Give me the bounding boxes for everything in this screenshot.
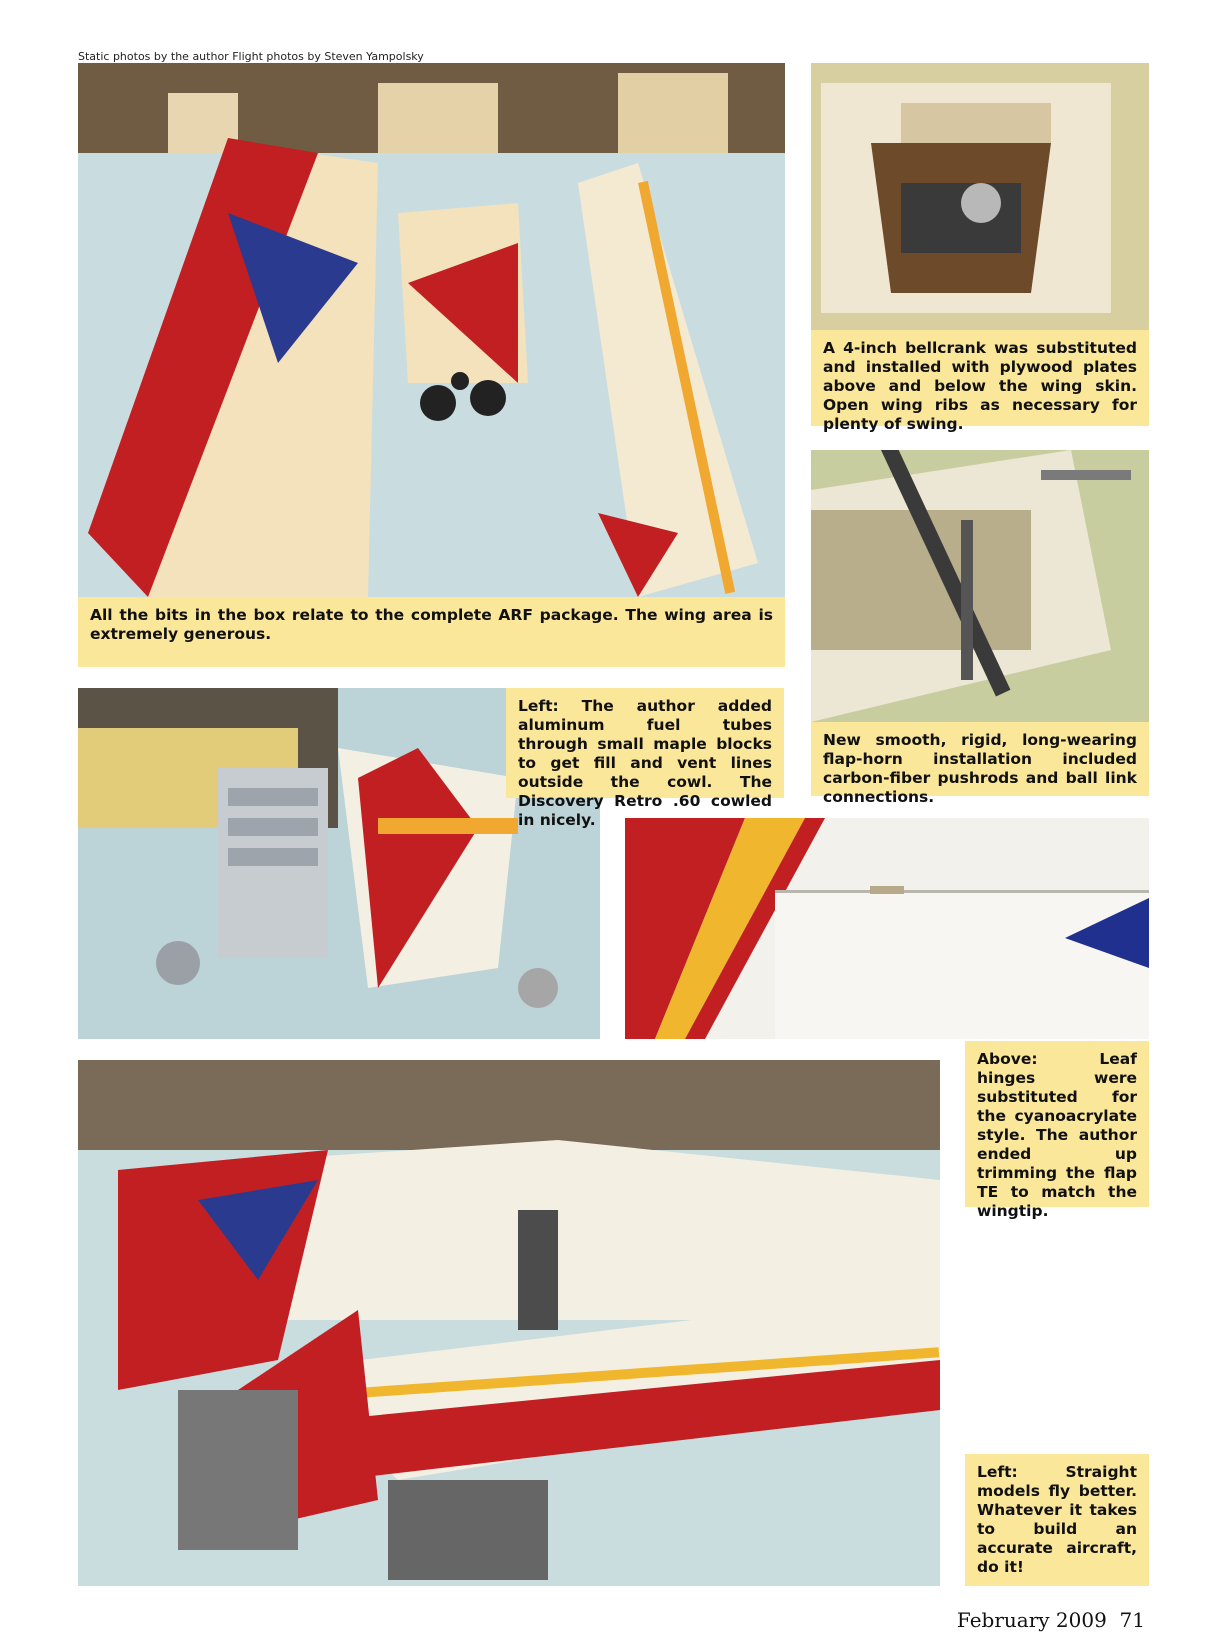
page-folio bbox=[957, 1608, 1145, 1632]
folio-page-number: 71 bbox=[1119, 1608, 1145, 1632]
bellcrank-caption: A 4-inch bellcrank was substituted and installed with plywood plates above and below the wing skin. Open wing ribs as necessary for plenty of swing. bbox=[811, 330, 1149, 426]
kit-contents-photo bbox=[78, 63, 785, 597]
straight-models-caption: Left: Straight models fly better. Whatever it takes to build an accurate aircraft, do it! bbox=[965, 1454, 1149, 1586]
hinges-caption: Above: Leaf hinges were substituted for the cyanoacrylate style. The author ended up trimming the flap TE to match the wingtip. bbox=[965, 1041, 1149, 1207]
photo-credit: Static photos by the author Flight photos by Steven Yampolsky bbox=[78, 50, 424, 63]
straight-models-photo bbox=[78, 1060, 940, 1586]
folio-date: February 2009 bbox=[956, 1608, 1107, 1632]
kit-caption: All the bits in the box relate to the complete ARF package. The wing area is extremely generous. bbox=[78, 597, 785, 667]
flaphorn-photo bbox=[811, 450, 1149, 722]
flaphorn-caption: New smooth, rigid, long-wearing flap-horn installation included carbon-fiber pushrods and ball link connections. bbox=[811, 722, 1149, 796]
hinges-photo bbox=[625, 818, 1149, 1039]
bellcrank-photo bbox=[811, 63, 1149, 330]
engine-caption: Left: The author added aluminum fuel tubes through small maple blocks to get fill and vent lines outside the cowl. The Discovery Retro .60 cowled in nicely. bbox=[506, 688, 784, 798]
